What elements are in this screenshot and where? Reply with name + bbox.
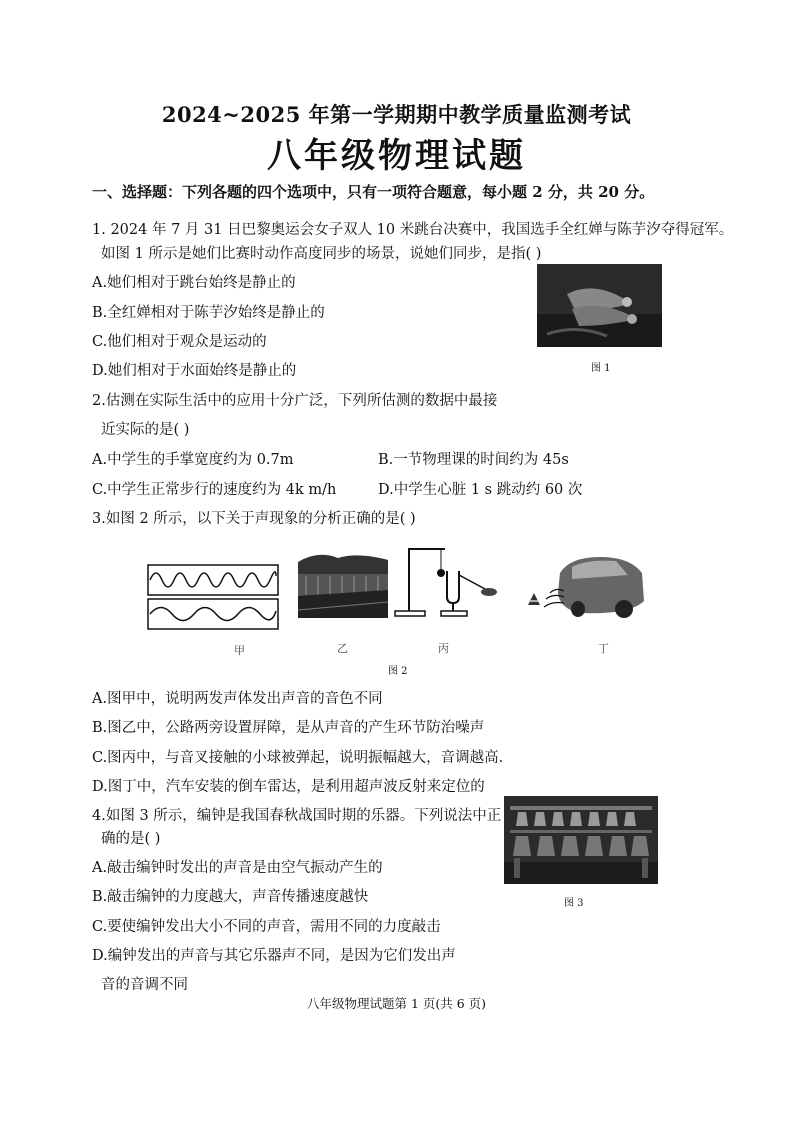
figure-2-yi-road-barrier	[298, 550, 388, 618]
q3-stem: 3.如图 2 所示，以下关于声现象的分析正确的是( )	[92, 511, 416, 527]
q3-option-a: A.图甲中，说明两发声体发出声音的音色不同	[92, 691, 383, 707]
q4-stem-line2: 确的是( )	[101, 831, 161, 847]
figure-2-label-yi: 乙	[337, 642, 348, 655]
figure-2-label-jia: 甲	[234, 644, 245, 657]
exam-subtitle: 八年级物理试题	[267, 136, 526, 176]
q2-option-d: D.中学生心脏 1 s 跳动约 60 次	[378, 482, 583, 498]
q2-stem-line1: 2.估测在实际生活中的应用十分广泛，下列所估测的数据中最接	[92, 393, 498, 409]
figure-2-bing-tuning-fork	[393, 545, 505, 618]
figure-3-bianzhong-photo	[504, 796, 658, 884]
figure-1-photo	[537, 264, 662, 347]
q1-option-d: D.她们相对于水面始终是静止的	[92, 363, 297, 379]
q1-option-b: B.全红婵相对于陈芋汐始终是静止的	[92, 305, 325, 321]
figure-2-label-bing: 丙	[438, 642, 449, 655]
figure-2-jia-waveforms	[147, 564, 279, 630]
q1-stem-line2: 如图 1 所示是她们比赛时动作高度同步的场景，说她们同步，是指( )	[101, 246, 542, 262]
q3-option-c: C.图丙中，与音叉接触的小球被弹起，说明振幅越大，音调越高.	[92, 750, 504, 766]
figure-3-caption: 图 3	[564, 898, 584, 909]
q1-stem-line1: 1. 2024 年 7 月 31 日巴黎奥运会女子双人 10 米跳台决赛中，我国选手全红婵与陈芋汐夺得冠军。	[92, 222, 734, 238]
q2-stem-line2: 近实际的是( )	[101, 422, 190, 438]
q4-option-b: B.敲击编钟的力度越大，声音传播速度越快	[92, 889, 369, 905]
q4-option-d-line1: D.编钟发出的声音与其它乐器声不同，是因为它们发出声	[92, 948, 456, 964]
figure-2-label-ding: 丁	[598, 642, 609, 655]
q1-option-c: C.他们相对于观众是运动的	[92, 334, 267, 350]
q2-option-c: C.中学生正常步行的速度约为 4k m/h	[92, 482, 337, 498]
q4-stem-line1: 4.如图 3 所示，编钟是我国春秋战国时期的乐器。下列说法中正	[92, 808, 502, 824]
exam-title: 2024~2025 年第一学期期中教学质量监测考试	[161, 102, 632, 127]
page-footer: 八年级物理试题第 1 页(共 6 页)	[306, 996, 487, 1011]
q4-option-c: C.要使编钟发出大小不同的声音，需用不同的力度敲击	[92, 919, 441, 935]
q4-option-d-line2: 音的音调不同	[101, 977, 188, 993]
figure-2-caption: 图 2	[388, 666, 408, 677]
section-heading: 一、选择题：下列各题的四个选项中，只有一项符合题意，每小题 2 分，共 20 分。	[92, 183, 655, 201]
q4-option-a: A.敲击编钟时发出的声音是由空气振动产生的	[92, 860, 383, 876]
q1-option-a: A.她们相对于跳台始终是静止的	[92, 275, 296, 291]
q2-option-a: A.中学生的手掌宽度约为 0.7m	[92, 452, 294, 468]
q3-option-b: B.图乙中，公路两旁设置屏障，是从声音的产生环节防治噪声	[92, 720, 485, 736]
figure-1-caption: 图 1	[591, 363, 611, 374]
figure-2-ding-car-radar	[520, 553, 648, 623]
q2-option-b: B.一节物理课的时间约为 45s	[378, 452, 569, 468]
q3-option-d: D.图丁中，汽车安装的倒车雷达，是利用超声波反射来定位的	[92, 779, 485, 795]
